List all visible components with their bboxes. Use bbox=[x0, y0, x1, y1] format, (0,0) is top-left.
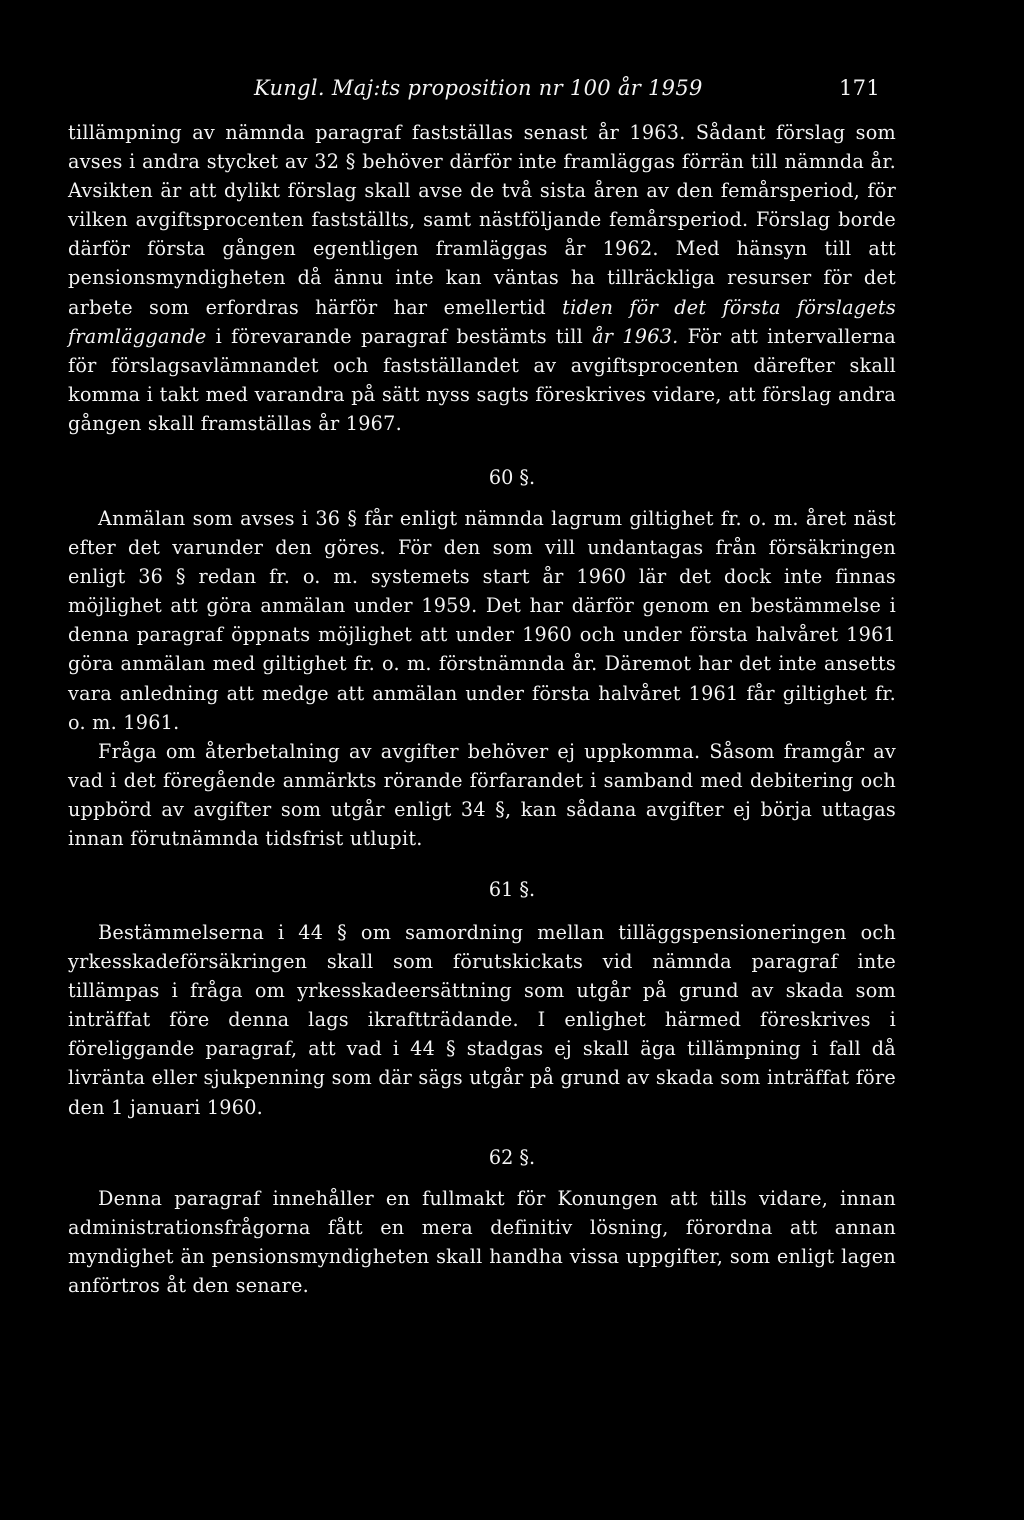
section-62-paragraph-1: Denna paragraf innehåller en fullmakt för Konungen att tills vidare, innan administrationsfrågorna fått en mera definitiv lösning, förordna att annan myndighet än pensionsmyndigheten skall handha vissa uppgifter, som enligt lagen anförtros åt den senare. bbox=[68, 1187, 896, 1298]
section-62-body bbox=[68, 1184, 896, 1300]
section-heading-62: 62 §. bbox=[488, 1146, 536, 1169]
section-61-body bbox=[68, 918, 896, 1122]
running-header bbox=[68, 76, 880, 106]
section-heading-60: 60 §. bbox=[488, 466, 536, 489]
intro-emphasis: tiden för det första förslagets framläggande bbox=[68, 295, 896, 348]
intro-emphasis-year: år 1963. bbox=[592, 324, 679, 348]
intro-paragraph bbox=[68, 118, 896, 438]
intro-text: tillämpning av nämnda paragraf fastställas senast år 1963. Sådant förslag som avses i andra stycket av 32 § behöver därför inte framläggas förrän till nämnda år. Avsikten är att dylikt förslag skall avse de två sista åren av den femårsperiod, för vilken avgiftsprocenten fastställts, samt nästföljande femårsperiod. Förslag borde därför första gången egentligen framläggas år 1962. Med hänsyn till att pensionsmyndigheten då ännu inte kan väntas ha tillräckliga resurser för det arbete som erfordras härför har emellertid bbox=[68, 121, 896, 319]
intro-text-end: För att intervallerna för förslagsavlämnandet och fastställandet av avgiftsprocenten därefter skall komma i takt med varandra på sätt nyss sagts föreskrives vidare, att förslag andra gången skall framställas år 1967. bbox=[68, 324, 896, 435]
intro-text-mid: i förevarande paragraf bestämts till bbox=[206, 324, 593, 348]
section-heading-61: 61 §. bbox=[488, 878, 536, 901]
section-60-paragraph-2: Fråga om återbetalning av avgifter behöver ej uppkomma. Såsom framgår av vad i det föregående anmärkts rörande förfarandet i samband med debitering och uppbörd av avgifter som utgår enligt 34 §, kan sådana avgifter ej börja uttagas innan förutnämnda tidsfrist utlupit. bbox=[68, 739, 896, 851]
intro-block bbox=[68, 118, 896, 438]
page-number: 171 bbox=[839, 76, 880, 100]
section-60-body bbox=[68, 504, 896, 853]
section-61-paragraph-1: Bestämmelserna i 44 § om samordning mellan tilläggspensioneringen och yrkesskadeförsäkringen skall som förutskickats vid nämnda paragraf inte tillämpas i fråga om yrkesskadeersättning som utgår på grund av skada som inträffat före denna lags ikraftträdande. I enlighet härmed föreskrives i föreliggande paragraf, att vad i 44 § stadgas ej skall äga tillämpning i fall då livränta eller sjukpenning som där sägs utgår på grund av skada som inträffat före den 1 januari 1960. bbox=[68, 921, 896, 1119]
section-60-paragraph-1: Anmälan som avses i 36 § får enligt nämnda lagrum giltighet fr. o. m. året näst efter det varunder den göres. För den som vill undantagas från försäkringen enligt 36 § redan fr. o. m. systemets start år 1960 lär det dock inte finnas möjlighet att göra anmälan under 1959. Det har därför genom en bestämmelse i denna paragraf öppnats möjlighet att under 1960 och under första halvåret 1961 göra anmälan med giltighet fr. o. m. förstnämnda år. Däremot har det inte ansetts vara anledning att medge att anmälan under första halvåret 1961 får giltighet fr. o. m. 1961. bbox=[68, 507, 896, 734]
header-title: Kungl. Maj:ts proposition nr 100 år 1959 bbox=[254, 76, 703, 100]
